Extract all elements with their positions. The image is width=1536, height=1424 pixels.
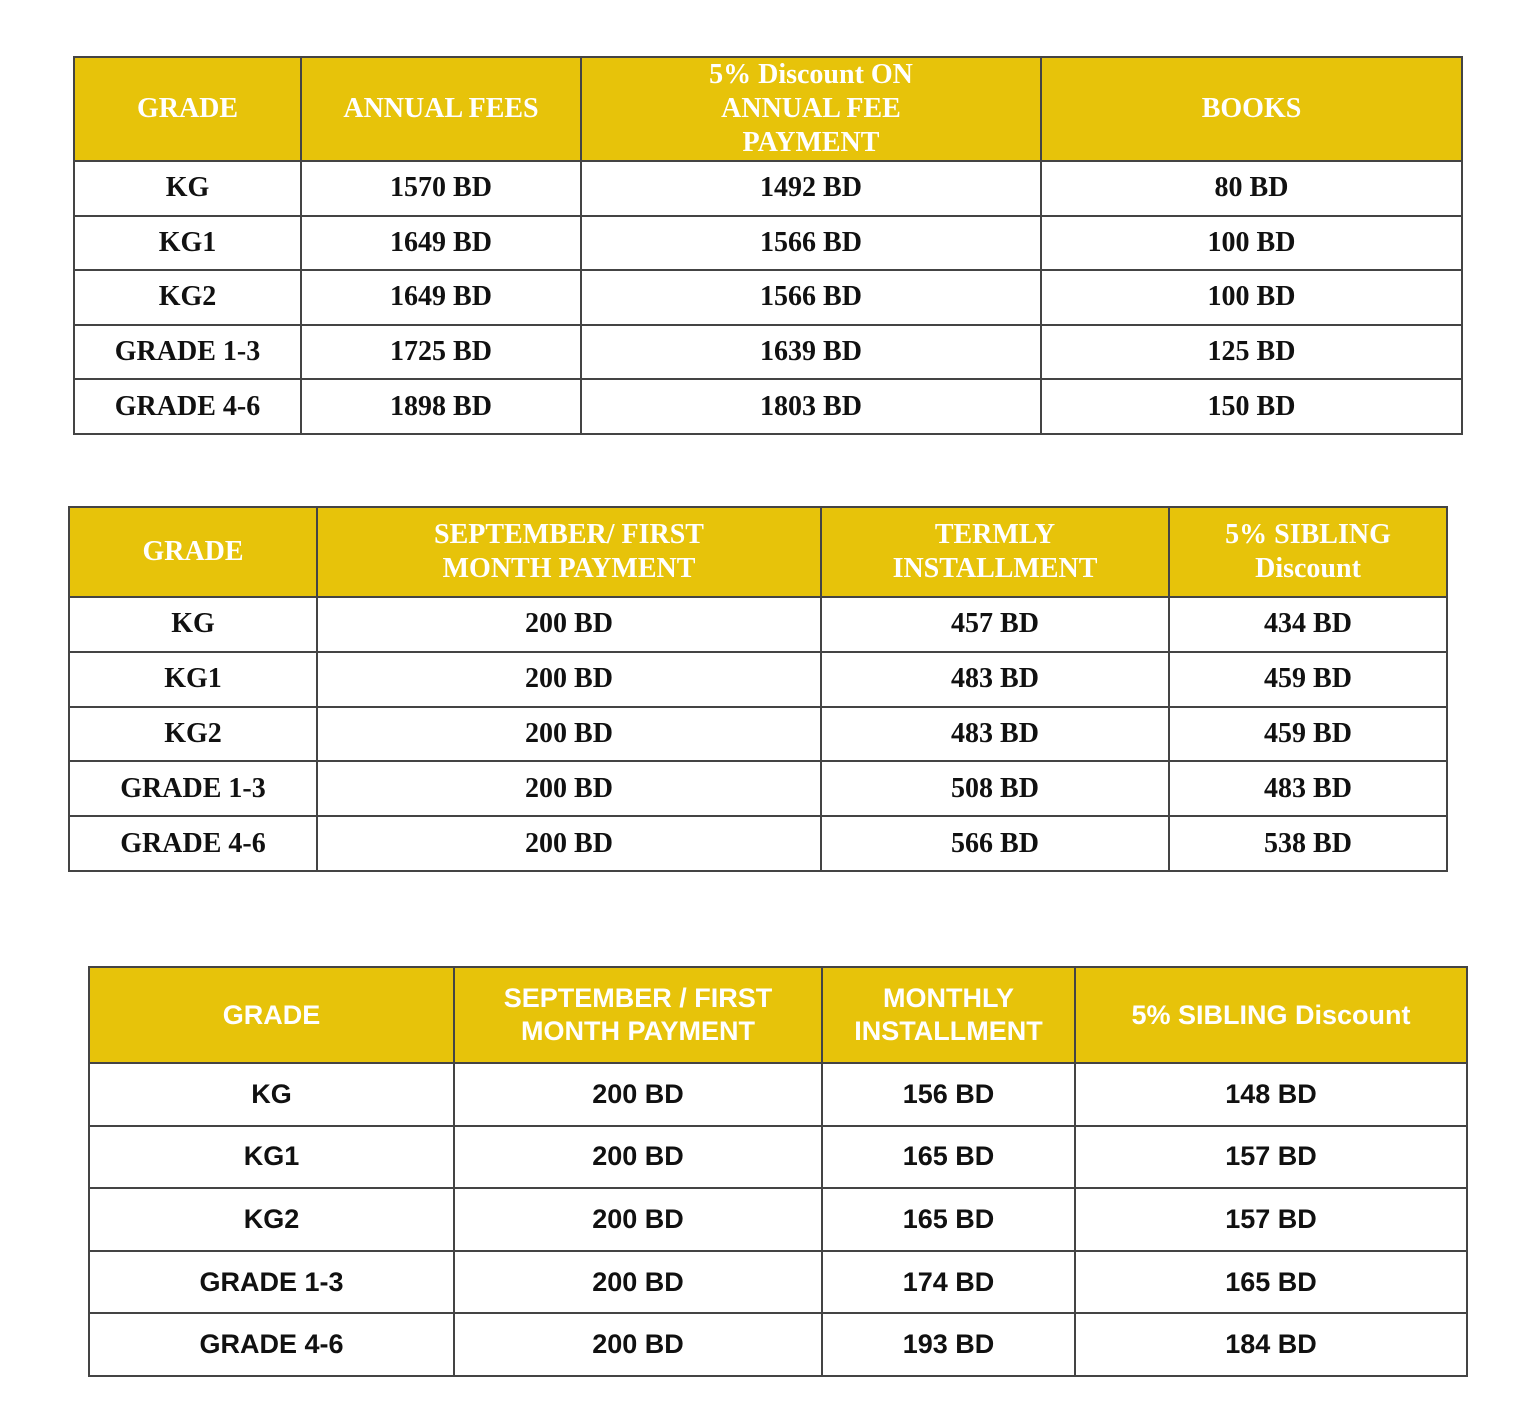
header-monthly-installment: MONTHLY INSTALLMENT	[822, 967, 1075, 1063]
cell-sibling: 538 BD	[1169, 816, 1447, 871]
cell-grade: KG2	[74, 270, 301, 325]
cell-sibling: 148 BD	[1075, 1063, 1467, 1126]
cell-first-month: 200 BD	[454, 1313, 822, 1376]
table-row	[69, 597, 1447, 652]
header-books: BOOKS	[1041, 57, 1462, 161]
cell-annual-fee: 1570 BD	[301, 161, 581, 216]
cell-discount: 1566 BD	[581, 270, 1041, 325]
cell-grade: KG2	[89, 1188, 454, 1251]
table-row	[89, 1251, 1467, 1314]
table-row	[69, 707, 1447, 762]
cell-first-month: 200 BD	[317, 761, 821, 816]
cell-monthly: 156 BD	[822, 1063, 1075, 1126]
cell-monthly: 193 BD	[822, 1313, 1075, 1376]
table-row	[74, 216, 1462, 271]
cell-grade: KG1	[89, 1126, 454, 1189]
table-header-row	[89, 967, 1467, 1063]
cell-sibling: 157 BD	[1075, 1126, 1467, 1189]
annual-fees-table	[73, 56, 1463, 435]
cell-grade: GRADE 1-3	[69, 761, 317, 816]
cell-sibling: 459 BD	[1169, 652, 1447, 707]
header-grade: GRADE	[69, 507, 317, 597]
cell-sibling: 165 BD	[1075, 1251, 1467, 1314]
table-row	[74, 270, 1462, 325]
cell-grade: KG1	[69, 652, 317, 707]
header-first-month-payment: SEPTEMBER/ FIRST MONTH PAYMENT	[317, 507, 821, 597]
cell-sibling: 483 BD	[1169, 761, 1447, 816]
table-header-row	[69, 507, 1447, 597]
header-sibling-discount: 5% SIBLING Discount	[1169, 507, 1447, 597]
cell-monthly: 165 BD	[822, 1188, 1075, 1251]
header-annual-fees: ANNUAL FEES	[301, 57, 581, 161]
cell-first-month: 200 BD	[454, 1126, 822, 1189]
cell-books: 100 BD	[1041, 216, 1462, 271]
cell-sibling: 459 BD	[1169, 707, 1447, 762]
table-row	[69, 652, 1447, 707]
cell-grade: GRADE 4-6	[89, 1313, 454, 1376]
cell-annual-fee: 1725 BD	[301, 325, 581, 380]
cell-discount: 1492 BD	[581, 161, 1041, 216]
cell-grade: KG2	[69, 707, 317, 762]
cell-grade: KG	[89, 1063, 454, 1126]
cell-discount: 1639 BD	[581, 325, 1041, 380]
table-row	[89, 1126, 1467, 1189]
table-row	[74, 325, 1462, 380]
table-row	[89, 1063, 1467, 1126]
cell-sibling: 434 BD	[1169, 597, 1447, 652]
cell-first-month: 200 BD	[317, 707, 821, 762]
cell-sibling: 157 BD	[1075, 1188, 1467, 1251]
table-row	[89, 1313, 1467, 1376]
cell-sibling: 184 BD	[1075, 1313, 1467, 1376]
header-annual-discount: 5% Discount ON ANNUAL FEE PAYMENT	[581, 57, 1041, 161]
table-row	[89, 1188, 1467, 1251]
cell-first-month: 200 BD	[454, 1063, 822, 1126]
table-header-row	[74, 57, 1462, 161]
cell-discount: 1803 BD	[581, 379, 1041, 434]
cell-grade: GRADE 4-6	[69, 816, 317, 871]
table-row	[69, 816, 1447, 871]
cell-grade: GRADE 4-6	[74, 379, 301, 434]
cell-termly: 483 BD	[821, 652, 1169, 707]
cell-annual-fee: 1649 BD	[301, 270, 581, 325]
header-termly-installment: TERMLY INSTALLMENT	[821, 507, 1169, 597]
cell-grade: KG1	[74, 216, 301, 271]
table-row	[74, 379, 1462, 434]
cell-annual-fee: 1898 BD	[301, 379, 581, 434]
cell-termly: 483 BD	[821, 707, 1169, 762]
cell-annual-fee: 1649 BD	[301, 216, 581, 271]
cell-first-month: 200 BD	[454, 1251, 822, 1314]
header-sibling-discount: 5% SIBLING Discount	[1075, 967, 1467, 1063]
cell-termly: 457 BD	[821, 597, 1169, 652]
cell-grade: KG	[69, 597, 317, 652]
cell-books: 100 BD	[1041, 270, 1462, 325]
cell-grade: GRADE 1-3	[74, 325, 301, 380]
cell-first-month: 200 BD	[317, 652, 821, 707]
table-row	[74, 161, 1462, 216]
cell-grade: KG	[74, 161, 301, 216]
cell-first-month: 200 BD	[454, 1188, 822, 1251]
cell-monthly: 165 BD	[822, 1126, 1075, 1189]
header-grade: GRADE	[89, 967, 454, 1063]
cell-books: 80 BD	[1041, 161, 1462, 216]
cell-termly: 508 BD	[821, 761, 1169, 816]
cell-discount: 1566 BD	[581, 216, 1041, 271]
header-grade: GRADE	[74, 57, 301, 161]
cell-books: 150 BD	[1041, 379, 1462, 434]
table-row	[69, 761, 1447, 816]
cell-termly: 566 BD	[821, 816, 1169, 871]
cell-grade: GRADE 1-3	[89, 1251, 454, 1314]
cell-first-month: 200 BD	[317, 816, 821, 871]
cell-first-month: 200 BD	[317, 597, 821, 652]
header-first-month-payment: SEPTEMBER / FIRST MONTH PAYMENT	[454, 967, 822, 1063]
cell-monthly: 174 BD	[822, 1251, 1075, 1314]
termly-installment-table	[68, 506, 1448, 872]
cell-books: 125 BD	[1041, 325, 1462, 380]
monthly-installment-table	[88, 966, 1468, 1377]
